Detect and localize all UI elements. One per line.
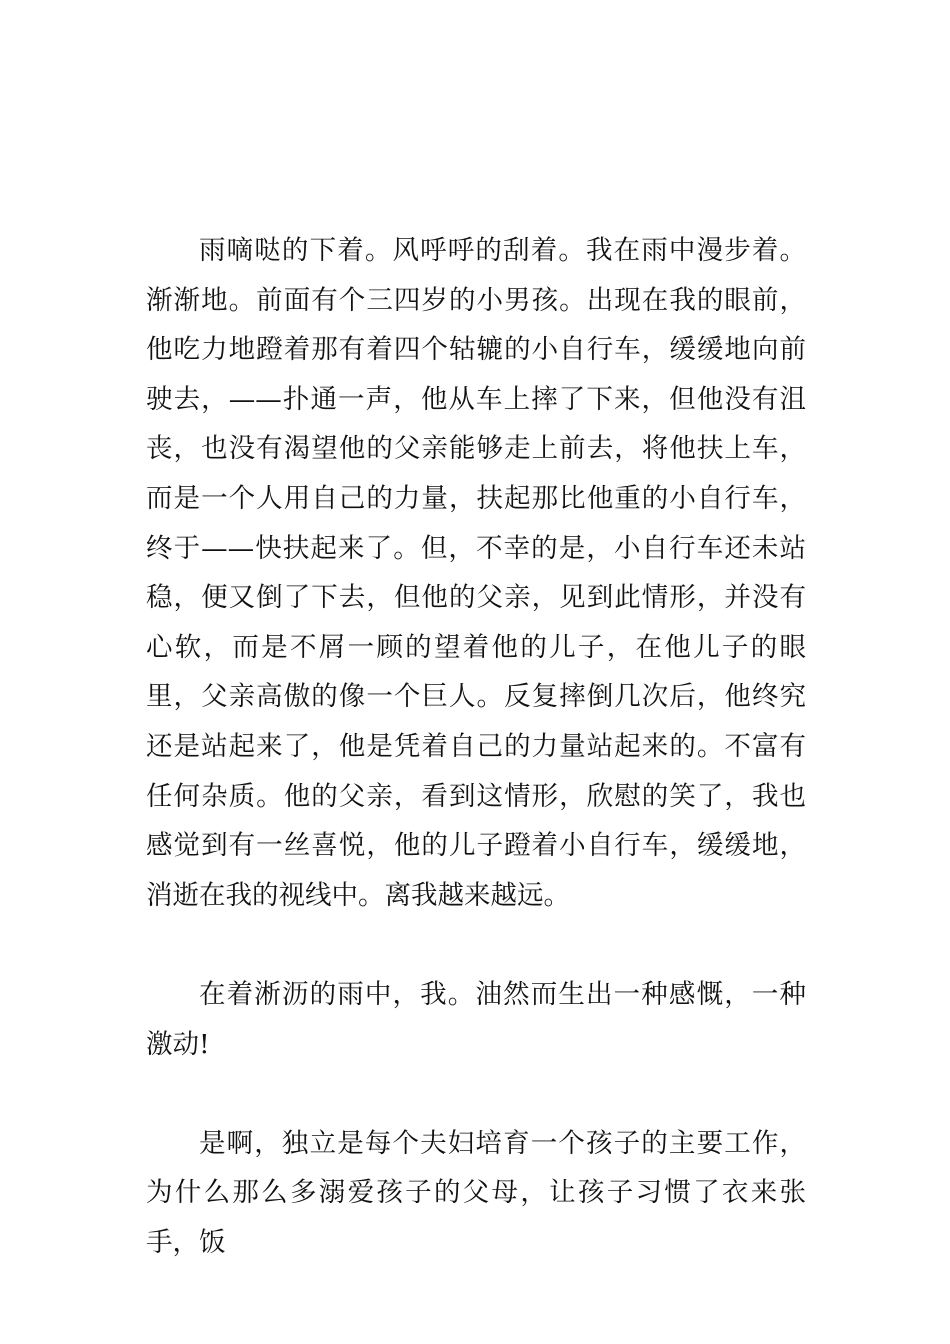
paragraph-3: 是啊，独立是每个夫妇培育一个孩子的主要工作，为什么那么多溺爱孩子的父母，让孩子习惯了衣来张手，饭 bbox=[146, 1127, 806, 1258]
paragraph-1: 雨嘀哒的下着。风呼呼的刮着。我在雨中漫步着。渐渐地。前面有个三四岁的小男孩。出现在我的眼前，他吃力地蹬着那有着四个轱辘的小自行车，缓缓地向前驶去，——扑通一声，他从车上摔了下来，但他没有沮丧，也没有渴望他的父亲能够走上前去，将他扶上车，而是一个人用自己的力量，扶起那比他重的小自行车，终于——快扶起来了。但，不幸的是，小自行车还未站稳，便又倒了下去，但他的父亲，见到此情形，并没有心软，而是不屑一顾的望着他的儿子，在他儿子的眼里，父亲高傲的像一个巨人。反复摔倒几次后，他终究还是站起来了，他是凭着自己的力量站起来的。不富有任何杂质。他的父亲，看到这情形，欣慰的笑了，我也感觉到有一丝喜悦，他的儿子蹬着小自行车，缓缓地，消逝在我的视线中。离我越来越远。 bbox=[146, 235, 806, 911]
document-body bbox=[146, 226, 806, 1267]
paragraph-2: 在着淅沥的雨中，我。油然而生出一种感慨，一种激动! bbox=[146, 978, 806, 1060]
